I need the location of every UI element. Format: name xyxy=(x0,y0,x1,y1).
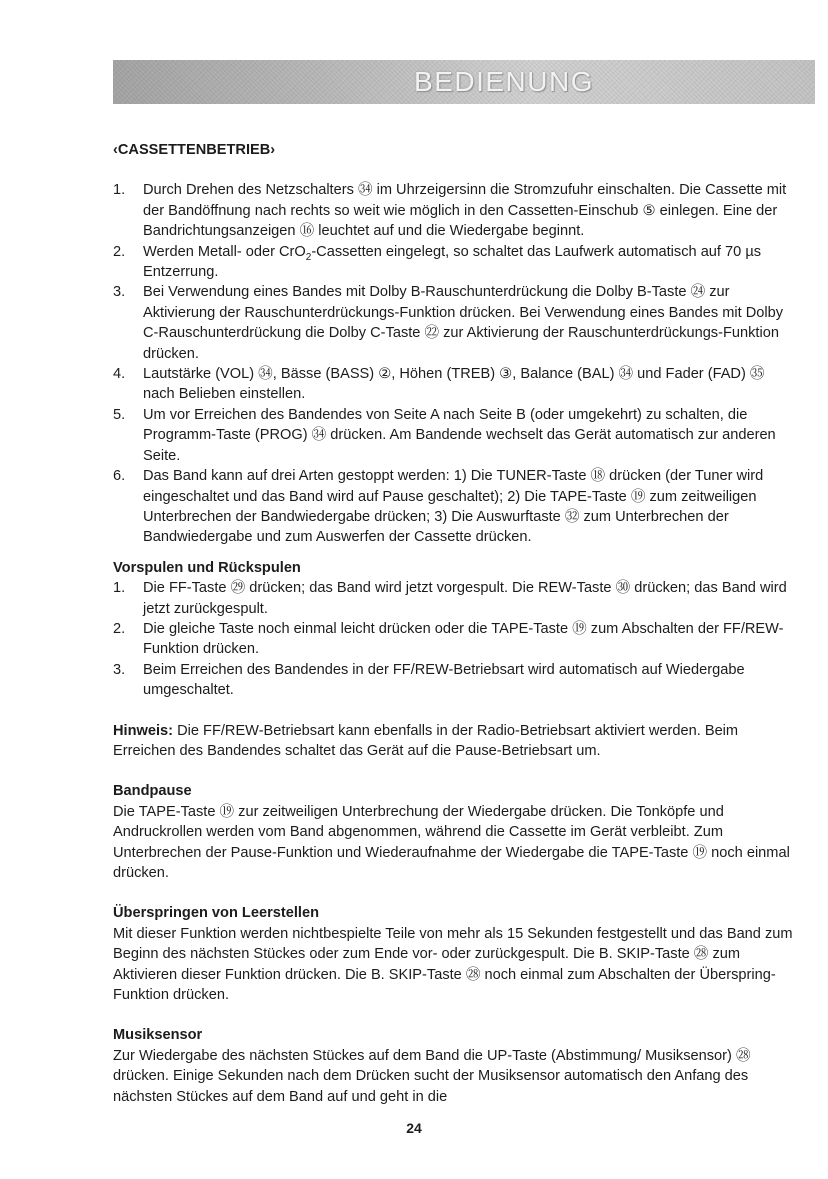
winding-steps xyxy=(113,578,793,700)
music-sensor-heading: Musiksensor xyxy=(113,1027,203,1044)
step-number: 3. xyxy=(113,284,126,301)
hint-text: Die FF/REW-Betriebsart kann ebenfalls in der Radio-Betriebsart aktiviert werden. Beim Erreichen des Bandendes schaltet das Gerät auf die Pause-Betriebsart um. xyxy=(113,722,739,759)
page-number: 24 xyxy=(406,1120,422,1136)
step-text: Die gleiche Taste noch einmal leicht drücken oder die TAPE-Taste ⑲ zum Abschalten der FF/REW-Funktion drücken. xyxy=(143,620,784,658)
step-number: 6. xyxy=(113,468,126,485)
list-item xyxy=(113,466,793,548)
skip-heading: Überspringen von Leerstellen xyxy=(113,905,319,922)
step-number: 3. xyxy=(113,661,126,678)
step-text: Beim Erreichen des Bandendes in der FF/REW-Betriebsart wird automatisch auf Wiedergabe umgeschaltet. xyxy=(143,661,745,699)
list-item xyxy=(113,282,793,364)
list-item xyxy=(113,405,793,466)
section-title: ‹CASSETTENBETRIEB› xyxy=(113,142,276,158)
step-text: Werden Metall- oder CrO$_2$-Cassetten eingelegt, so schaltet das Laufwerk automatisch auf 70 µs Entzerrung. xyxy=(143,243,762,281)
step-number: 5. xyxy=(113,406,126,423)
step-number: 2. xyxy=(113,620,126,637)
list-item xyxy=(113,364,793,405)
page-content xyxy=(113,140,793,1107)
list-item xyxy=(113,660,793,701)
music-sensor-text: Zur Wiedergabe des nächsten Stückes auf dem Band die UP-Taste (Abstimmung/ Musiksensor) ㉘ drücken. Einige Sekunden nach dem Drücken sucht der Musiksensor automatisch den Anfang des nächsten Stückes auf dem Band auf und geht in die xyxy=(113,1047,751,1105)
step-number: 2. xyxy=(113,243,126,260)
step-text: Das Band kann auf drei Arten gestoppt werden: 1) Die TUNER-Taste ⑱ drücken (der Tuner wird eingeschaltet und das Band wird auf Pause geschaltet); 2) Die TAPE-Taste ⑲ zum zeitweiligen Unterbrechen der Bandwiedergabe drücken; 3) Die Auswurftaste ㉜ zum Unterbrechen der Bandwiedergabe und zum Auswerfen der Cassette drücken. xyxy=(143,468,764,546)
winding-heading: Vorspulen und Rückspulen xyxy=(113,559,301,576)
step-text: Die FF-Taste ㉙ drücken; das Band wird jetzt vorgespult. Die REW-Taste ㉚ drücken; das Band wird jetzt zurückgespult. xyxy=(143,580,787,617)
step-text: Um vor Erreichen des Bandendes von Seite A nach Seite B (oder umgekehrt) zu schalten, die Programm-Taste (PROG) ㉞ drücken. Am Bandende wechselt das Gerät automatisch zur anderen Seite. xyxy=(143,406,776,464)
list-item xyxy=(113,180,793,241)
hint-paragraph xyxy=(113,721,793,762)
hint-label: Hinweis: xyxy=(113,722,174,739)
list-item xyxy=(113,242,793,283)
pause-text: Die TAPE-Taste ⑲ zur zeitweiligen Unterbrechung der Wiedergabe drücken. Die Tonköpfe und Andruckrollen werden vom Band abgenommen, während die Cassette im Gerät verbleibt. Zum Unterbrechen der Pause-Funktion und Wiederaufnahme der Wiedergabe die TAPE-Taste ⑲ noch einmal drücken. xyxy=(113,803,790,881)
section-banner xyxy=(113,60,815,104)
step-text: Lautstärke (VOL) ㉞, Bässe (BASS) ②, Höhen (TREB) ③, Balance (BAL) ㉞ und Fader (FAD) ㉟ nach Belieben einstellen. xyxy=(143,366,765,403)
list-item xyxy=(113,578,793,619)
step-number: 1. xyxy=(113,182,126,199)
pause-heading: Bandpause xyxy=(113,783,192,800)
banner-title: BEDIENUNG xyxy=(414,66,594,97)
skip-text: Mit dieser Funktion werden nichtbespielte Teile von mehr als 15 Sekunden festgestellt und das Band zum Beginn des nächsten Stückes oder zum Ende vor- oder zurückgespult. Die B. SKIP-Taste ㉘ zum Aktivieren dieser Funktion drücken. Die B. SKIP-Taste ㉘ noch einmal zum Abschalten der Überspring-Funktion drücken. xyxy=(113,925,793,1004)
cassette-steps xyxy=(113,180,793,547)
step-text: Durch Drehen des Netzschalters ㉞ im Uhrzeigersinn die Stromzufuhr einschalten. Die Cassette mit der Bandöffnung nach rechts so weit wie möglich in den Cassetten-Einschub ⑤ einlegen. Eine der Bandrichtungsanzeigen ⑯ leuchtet auf und die Wiedergabe beginnt. xyxy=(143,182,787,240)
step-text: Bei Verwendung eines Bandes mit Dolby B-Rauschunterdrückung die Dolby B-Taste ㉔ zur Aktivierung der Rauschunterdrückungs-Funktion drücken. Bei Verwendung eines Bandes mit Dolby C-Rauschunterdrückung die Dolby C-Taste ㉒ zur Aktivierung der Rauschunterdrückungs-Funktion drücken. xyxy=(143,284,784,362)
step-number: 1. xyxy=(113,580,126,597)
list-item xyxy=(113,619,793,660)
step-number: 4. xyxy=(113,366,126,383)
